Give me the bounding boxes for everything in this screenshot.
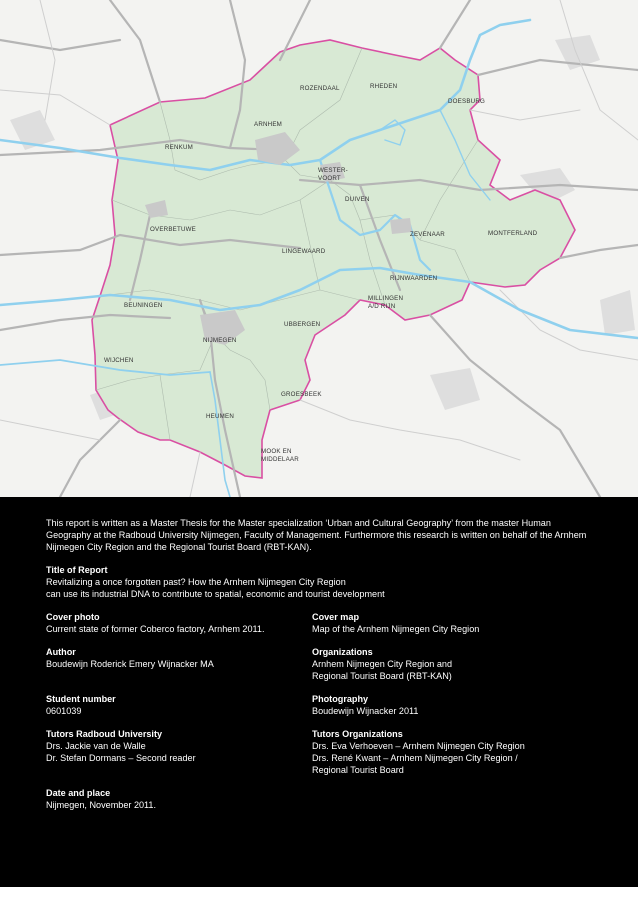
author-value: Boudewijn Roderick Emery Wijnacker MA — [46, 659, 214, 669]
label-groesbeek: GROESBEEK — [281, 391, 322, 398]
student-number-value: 0601039 — [46, 706, 82, 716]
student-number-label: Student number — [46, 694, 116, 704]
label-westervoort-1: WESTER- — [318, 167, 348, 174]
label-beuningen: BEUNINGEN — [124, 302, 163, 309]
label-nijmegen: NIJMEGEN — [203, 337, 237, 344]
date-place-label: Date and place — [46, 788, 111, 798]
title-line-1: Revitalizing a once forgotten past? How the Arnhem Nijmegen City Region — [46, 577, 346, 587]
colophon-panel — [0, 497, 638, 887]
label-arnhem: ARNHEM — [254, 121, 283, 128]
cover-map-label: Cover map — [312, 612, 360, 622]
tutor-2: Dr. Stefan Dormans – Second reader — [46, 753, 196, 763]
label-lingewaard: LINGEWAARD — [282, 248, 326, 255]
label-rheden: RHEDEN — [370, 83, 398, 90]
organizations-value-2: Regional Tourist Board (RBT-KAN) — [312, 671, 452, 681]
label-rijnwaarden: RIJNWAARDEN — [390, 275, 438, 282]
label-renkum: RENKUM — [165, 144, 194, 151]
label-mook-2: MIDDELAAR — [261, 456, 299, 463]
details-left-column — [46, 611, 312, 822]
label-westervoort-2: VOORT — [318, 175, 341, 182]
tutor-org-2b: Regional Tourist Board — [312, 765, 404, 775]
date-place-value: Nijmegen, November 2011. — [46, 800, 157, 810]
organizations-label: Organizations — [312, 647, 373, 657]
tutor-org-1: Drs. Eva Verhoeven – Arnhem Nijmegen City Region — [312, 741, 525, 751]
title-line-2: can use its industrial DNA to contribute to spatial, economic and tourist development — [46, 589, 385, 599]
label-zevenaar: ZEVENAAR — [410, 231, 445, 238]
intro-text: This report is written as a Master Thesis for the Master specialization ‘Urban and Cultural Geography’ from the master Human Geography at the Radboud University Nijmegen, Faculty of Management. Furthermore this research is written on behalf of the Arnhem Nijmegen City Region and the Regional Tourist Board (RBT-KAN). — [46, 518, 587, 552]
cover-map-value: Map of the Arnhem Nijmegen City Region — [312, 624, 480, 634]
author-label: Author — [46, 647, 76, 657]
label-rozendaal: ROZENDAAL — [300, 85, 340, 92]
tutors-university-label: Tutors Radboud University — [46, 729, 163, 739]
photography-value: Boudewijn Wijnacker 2011 — [312, 706, 419, 716]
tutor-org-2a: Drs. René Kwant – Arnhem Nijmegen City Region / — [312, 753, 518, 763]
photography-label: Photography — [312, 694, 369, 704]
label-montferland: MONTFERLAND — [488, 230, 538, 237]
label-wijchen: WIJCHEN — [104, 357, 134, 364]
cover-photo-label: Cover photo — [46, 612, 100, 622]
details-columns — [46, 611, 591, 822]
label-doesburg: DOESBURG — [448, 98, 486, 105]
label-ubbergen: UBBERGEN — [284, 321, 321, 328]
organizations-value-1: Arnhem Nijmegen City Region and — [312, 659, 453, 669]
tutors-organizations-label: Tutors Organizations — [312, 729, 403, 739]
title-block — [46, 564, 591, 600]
label-millingen-1: MILLINGEN — [368, 295, 404, 302]
tutor-1: Drs. Jackie van de Walle — [46, 741, 146, 751]
label-duiven: DUIVEN — [345, 196, 370, 203]
cover-photo-value: Current state of former Coberco factory, Arnhem 2011. — [46, 624, 265, 634]
label-millingen-2: A/D RIJN — [368, 303, 396, 310]
label-overbetuwe: OVERBETUWE — [150, 226, 197, 233]
title-label: Title of Report — [46, 565, 108, 575]
details-right-column — [312, 611, 582, 822]
label-heumen: HEUMEN — [206, 413, 235, 420]
label-mook-1: MOOK EN — [261, 448, 292, 455]
